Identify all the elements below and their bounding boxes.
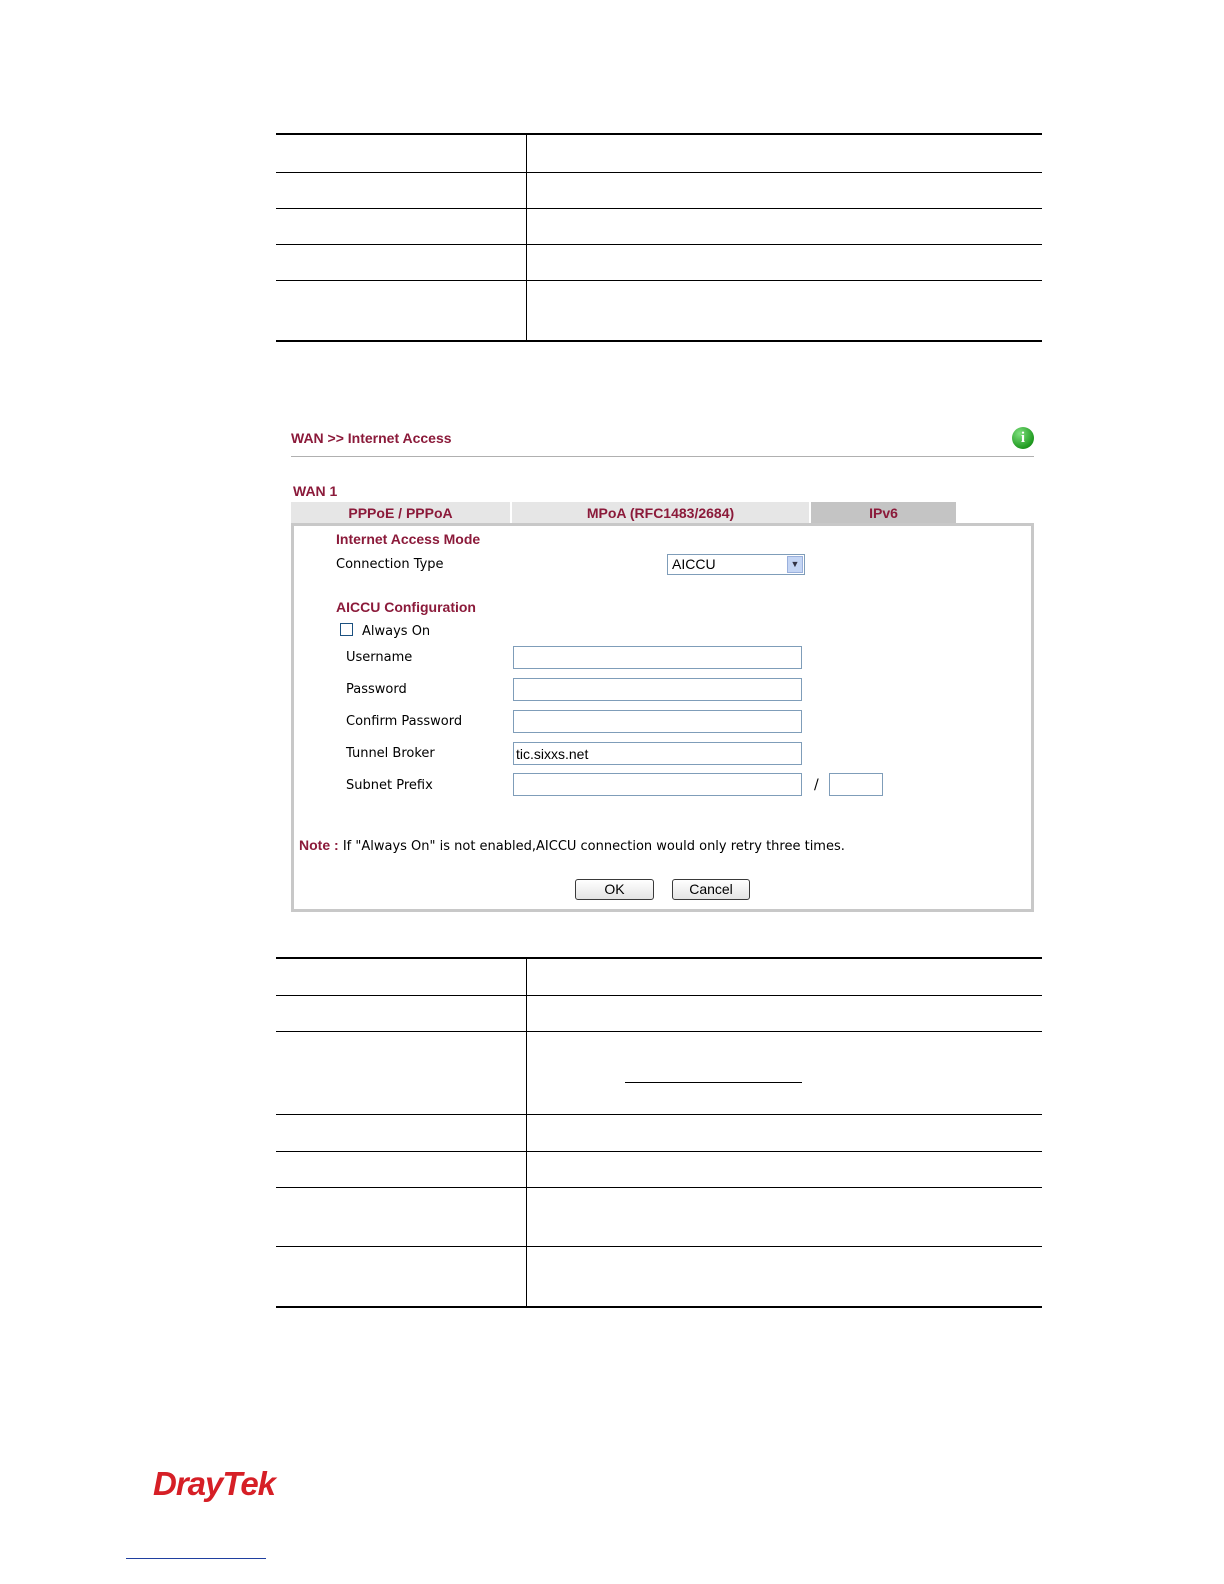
table-row — [276, 173, 1042, 209]
username-input[interactable] — [513, 646, 802, 669]
prefix-length-input[interactable] — [829, 773, 883, 796]
note-text: If "Always On" is not enabled,AICCU connection would only retry three times. — [342, 839, 845, 854]
table-row — [276, 959, 1042, 996]
info-icon[interactable]: i — [1012, 427, 1034, 449]
username-label: Username — [346, 650, 413, 665]
tab-mpoa[interactable]: MPoA (RFC1483/2684) — [512, 502, 811, 524]
aiccu-configuration-title: AICCU Configuration — [336, 599, 476, 615]
table-row — [276, 209, 1042, 245]
table-row — [276, 281, 1042, 340]
cancel-button[interactable]: Cancel — [672, 879, 750, 900]
table-row — [276, 135, 1042, 173]
header-divider — [291, 456, 1034, 457]
ok-button[interactable]: OK — [575, 879, 654, 900]
tab-pppoe-pppoa[interactable]: PPPoE / PPPoA — [291, 502, 512, 524]
password-label: Password — [346, 682, 407, 697]
table-row — [276, 245, 1042, 281]
tab-bar — [291, 502, 958, 524]
tab-ipv6[interactable]: IPv6 — [811, 502, 958, 524]
table-row — [276, 1115, 1042, 1152]
table-row — [276, 996, 1042, 1032]
chevron-down-icon[interactable]: ▼ — [787, 556, 803, 573]
always-on-label: Always On — [362, 624, 431, 639]
confirm-password-label: Confirm Password — [346, 714, 463, 729]
connection-type-label: Connection Type — [336, 557, 444, 572]
subnet-prefix-label: Subnet Prefix — [346, 778, 433, 793]
footer-link-underline[interactable] — [126, 1558, 266, 1559]
confirm-password-input[interactable] — [513, 710, 802, 733]
table-row — [276, 1247, 1042, 1306]
always-on-checkbox[interactable] — [340, 623, 353, 636]
hyperlink-underline[interactable] — [625, 1082, 802, 1083]
document-table-top — [276, 133, 1042, 342]
note-label: Note : — [299, 837, 339, 853]
tunnel-broker-label: Tunnel Broker — [346, 746, 435, 761]
subnet-prefix-input[interactable] — [513, 773, 802, 796]
connection-type-select[interactable] — [667, 554, 805, 575]
document-table-bottom — [276, 957, 1042, 1308]
password-input[interactable] — [513, 678, 802, 701]
table-row — [276, 1032, 1042, 1115]
breadcrumb: WAN >> Internet Access — [291, 430, 452, 446]
draytek-logo: DrayTek — [153, 1465, 276, 1502]
wan-title: WAN 1 — [293, 483, 338, 499]
note — [299, 837, 845, 854]
table-row — [276, 1188, 1042, 1247]
connection-type-value: AICCU — [672, 556, 716, 572]
prefix-separator: / — [814, 777, 819, 793]
tunnel-broker-input[interactable] — [513, 742, 802, 765]
table-row — [276, 1152, 1042, 1188]
internet-access-mode-title: Internet Access Mode — [336, 531, 481, 547]
